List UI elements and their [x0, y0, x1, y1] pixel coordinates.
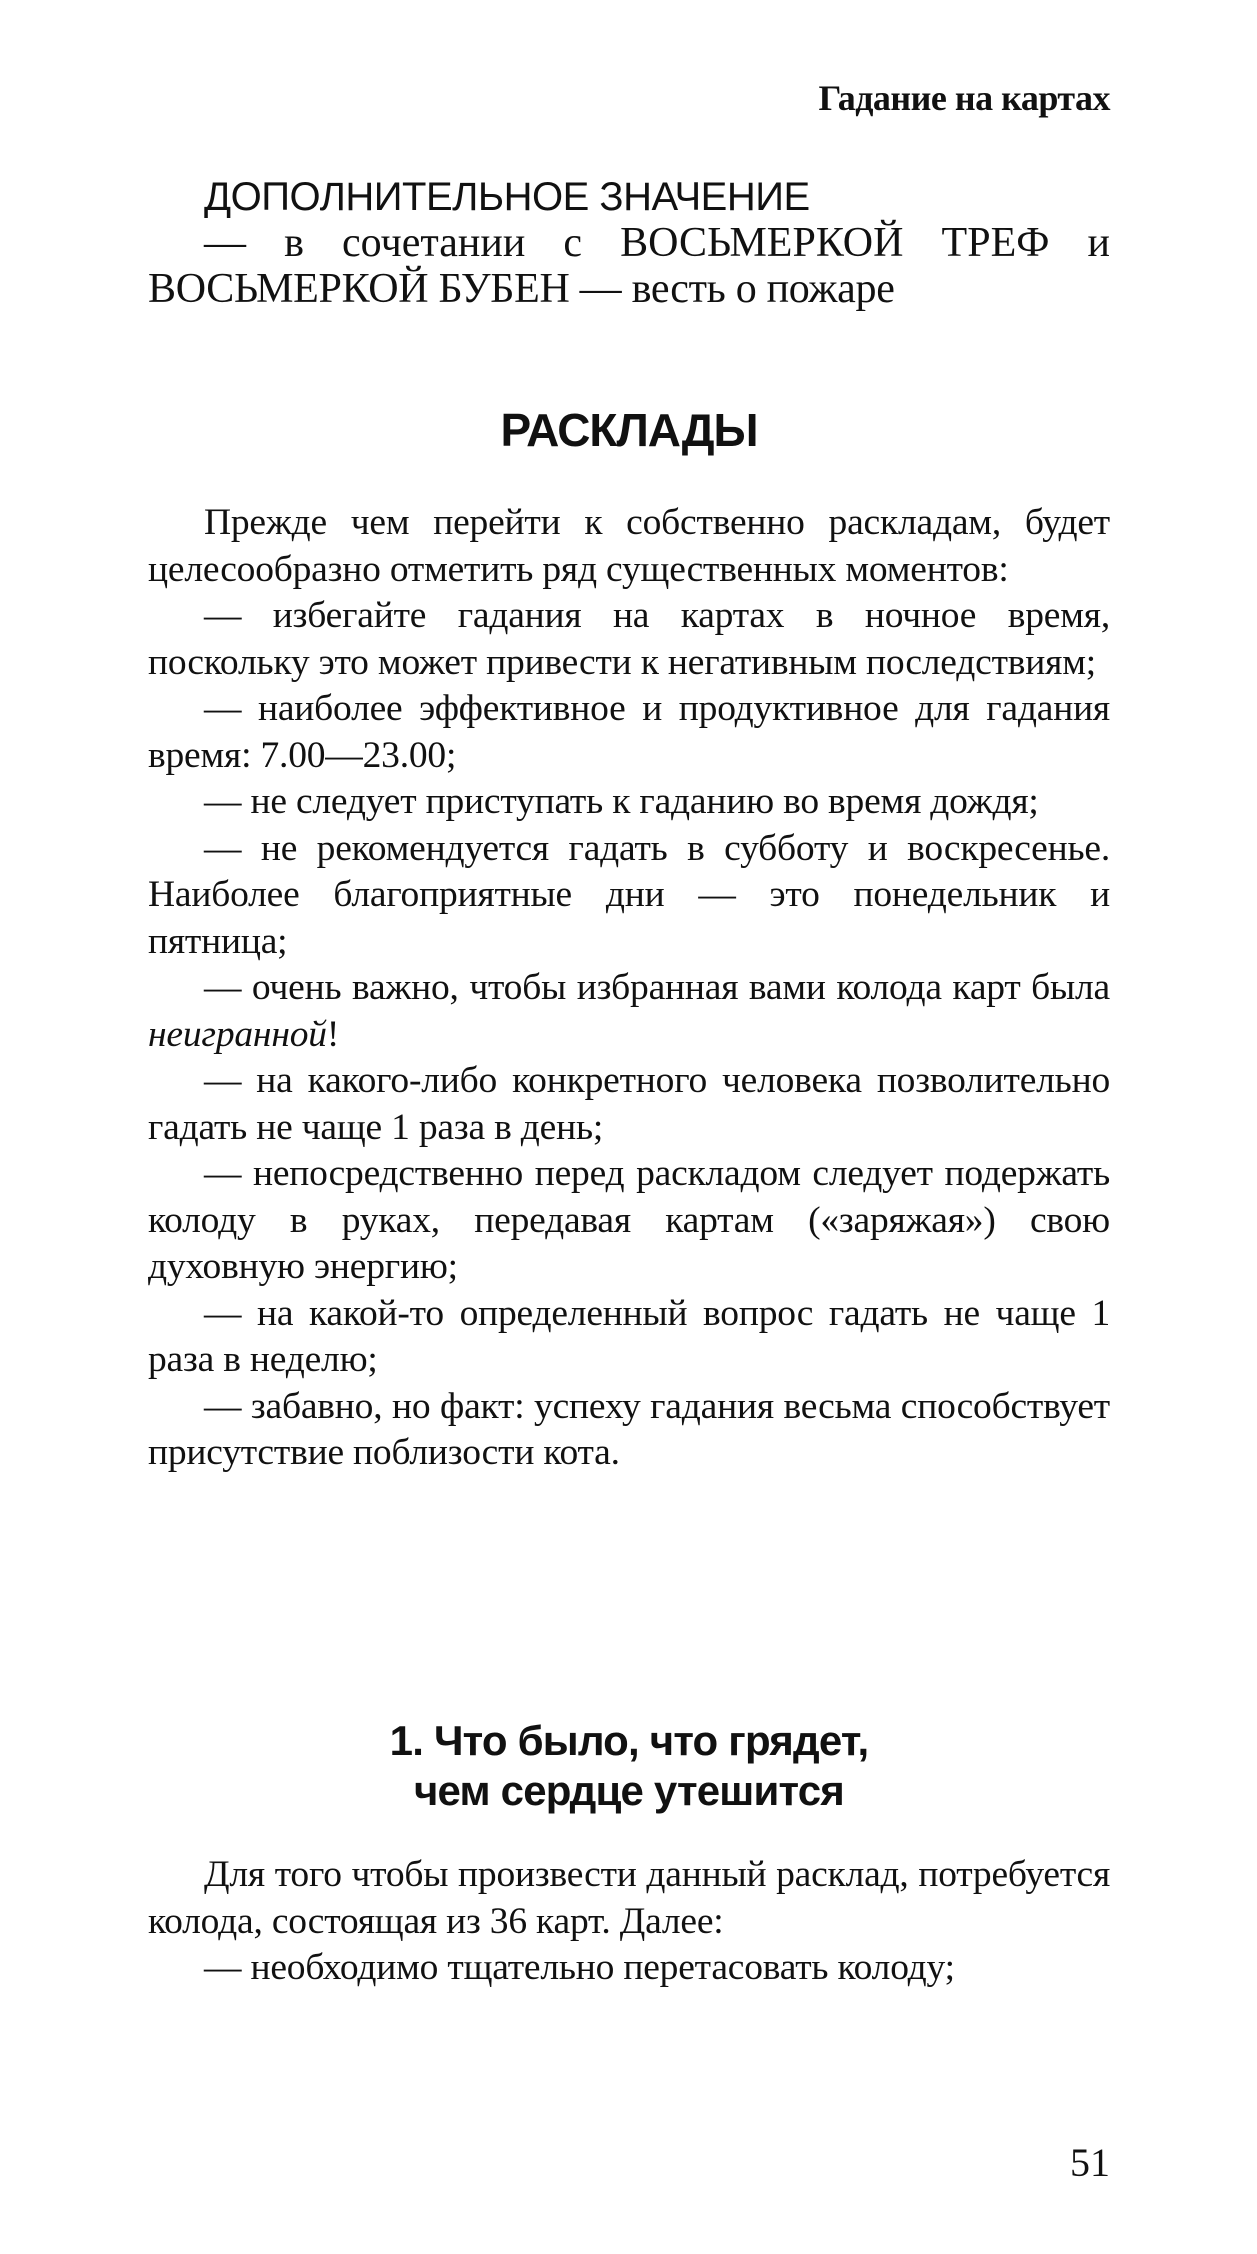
rule-item-deck — [148, 965, 1110, 1058]
rule-item: — забавно, но факт: успеху гадания весьма способствует присутствие поблизости кота. — [148, 1385, 1110, 1473]
intro-paragraph: Прежде чем перейти к собственно раскладам, будет целесообразно отметить ряд существенных моментов: — [148, 502, 1110, 590]
extra-meaning-block — [148, 174, 1110, 312]
running-head: Гадание на картах — [818, 78, 1110, 118]
rule-deck-end: ! — [326, 1013, 340, 1055]
layout-step: — необходимо тщательно перетасовать колоду; — [204, 1947, 955, 1988]
section-title: РАСКЛАДЫ — [500, 404, 758, 456]
rule-item: — наиболее эффективное и продуктивное для гадания время: 7.00—23.00; — [148, 688, 1110, 776]
rule-deck-emphasis: неигранной — [148, 1013, 327, 1055]
rule-item: — не рекомендуется гадать в субботу и воскресенье. Наиболее благоприятные дни — это понедельник и пятница; — [148, 827, 1110, 962]
extra-meaning-line-1: — в сочетании с ВОСЬМЕРКОЙ ТРЕФ и — [204, 220, 1110, 266]
page-number: 51 — [1070, 2140, 1110, 2185]
rule-item: — избегайте гадания на картах в ночное время, поскольку это может привести к негативным последствиям; — [148, 595, 1110, 683]
rule-item: — на какой-то определенный вопрос гадать не чаще 1 раза в неделю; — [148, 1292, 1110, 1380]
rules-text — [148, 500, 1110, 1477]
layout-intro-paragraph: Для того чтобы произвести данный расклад, потребуется колода, состоящая из 36 карт. Далее: — [148, 1854, 1110, 1942]
rule-item: — не следует приступать к гаданию во время дождя; — [204, 781, 1039, 822]
rule-deck-text: — очень важно, чтобы избранная вами колода карт была — [204, 967, 1110, 1008]
rule-item: — на какого-либо конкретного человека позволительно гадать не чаще 1 раза в день; — [148, 1060, 1110, 1148]
layout-text — [148, 1852, 1110, 1992]
subsection-title — [148, 1716, 1110, 1816]
subsection-title-line-2: чем сердце утешится — [413, 1767, 845, 1814]
rule-item: — непосредственно перед раскладом следует подержать колоду в руках, передавая картам («заряжая») свою духовную энергию; — [148, 1153, 1110, 1287]
book-page — [148, 0, 1110, 2254]
extra-meaning-line-2: ВОСЬМЕРКОЙ БУБЕН — весть о пожаре — [148, 266, 895, 312]
subsection-title-line-1: 1. Что было, что грядет, — [389, 1717, 869, 1764]
extra-meaning-heading: ДОПОЛНИТЕЛЬНОЕ ЗНАЧЕНИЕ — [204, 175, 810, 219]
